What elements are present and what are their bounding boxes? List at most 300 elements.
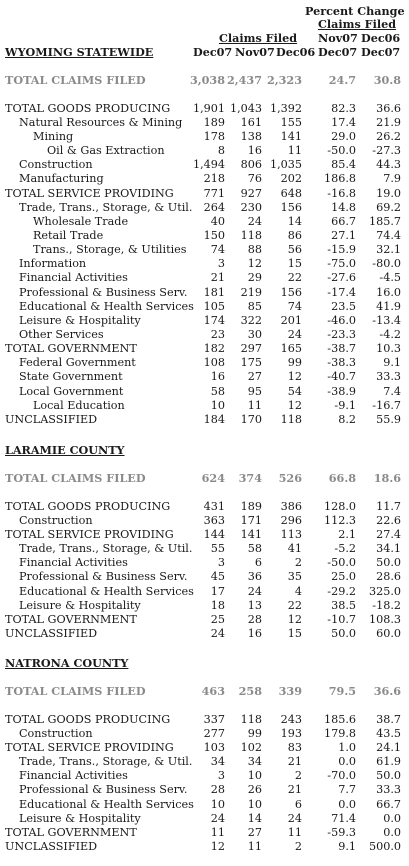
cell-value: 218 xyxy=(203,172,225,186)
row-label: UNCLASSIFIED xyxy=(5,626,98,640)
cell-value: 12 xyxy=(210,839,225,853)
cell-value: 95 xyxy=(247,384,262,398)
cell-value: 38.5 xyxy=(331,598,356,612)
table-row xyxy=(0,286,409,300)
cell-value: 24 xyxy=(247,214,262,228)
cell-value: 500.0 xyxy=(368,839,401,853)
cell-value: 24 xyxy=(287,811,302,825)
cell-value: -80.0 xyxy=(372,257,401,271)
row-label: Mining xyxy=(33,129,74,143)
cell-value: 12 xyxy=(287,398,302,412)
cell-value: 25.0 xyxy=(331,570,356,584)
percent-change-heading: Percent Change xyxy=(305,4,405,18)
cell-value: 118 xyxy=(280,412,302,426)
cell-value: 186.8 xyxy=(323,172,356,186)
cell-value: 165 xyxy=(280,342,302,356)
row-label: Trans., Storage, & Utilities xyxy=(33,243,187,257)
row-label: TOTAL SERVICE PROVIDING xyxy=(5,527,174,541)
cell-value: 13 xyxy=(247,598,262,612)
row-label: TOTAL SERVICE PROVIDING xyxy=(5,186,174,200)
cell-value: 28 xyxy=(210,783,225,797)
cell-value: 32.1 xyxy=(376,243,401,257)
cell-value: 337 xyxy=(203,712,225,726)
cell-value: 23.5 xyxy=(331,299,356,313)
cell-value: 15 xyxy=(287,257,302,271)
table-row xyxy=(0,413,409,427)
row-label: Trade, Trans., Storage, & Util. xyxy=(19,755,193,769)
cell-value: -38.9 xyxy=(327,384,356,398)
cell-value: 2 xyxy=(294,839,302,853)
cell-value: 2 xyxy=(294,556,302,570)
cell-value: 85 xyxy=(247,299,262,313)
cell-value: -46.0 xyxy=(327,313,356,327)
cell-value: -70.0 xyxy=(327,769,356,783)
cell-value: 24 xyxy=(210,811,225,825)
table-row xyxy=(0,300,409,314)
table-row xyxy=(0,613,409,627)
table-row xyxy=(0,399,409,413)
cell-value: 27.4 xyxy=(376,527,401,541)
cell-value: 11 xyxy=(210,825,225,839)
cell-value: 297 xyxy=(240,342,262,356)
cell-value: 55.9 xyxy=(376,412,401,426)
table-row xyxy=(0,556,409,570)
pct-col-header-nov07: Nov07 xyxy=(318,31,358,45)
row-label: Construction xyxy=(19,726,93,740)
cell-value: 112.3 xyxy=(323,513,356,527)
table-row xyxy=(0,229,409,243)
cell-value: -50.0 xyxy=(327,144,356,158)
cell-value: 3 xyxy=(217,257,225,271)
cell-value: -27.3 xyxy=(372,144,401,158)
cell-value: -16.8 xyxy=(327,186,356,200)
cell-value: 74.4 xyxy=(376,228,401,242)
row-label: Professional & Business Serv. xyxy=(19,570,188,584)
row-label: TOTAL CLAIMS FILED xyxy=(5,73,146,88)
cell-value: 85.4 xyxy=(331,158,356,172)
table-row xyxy=(0,727,409,741)
row-label: Leisure & Hospitality xyxy=(19,811,141,825)
cell-value: 144 xyxy=(203,527,225,541)
cell-value: 526 xyxy=(278,471,302,486)
cell-value: 141 xyxy=(240,527,262,541)
table-row xyxy=(0,370,409,384)
cell-value: 14.8 xyxy=(331,200,356,214)
pct-col-header-dec07-b: Dec07 xyxy=(361,45,401,59)
cell-value: 138 xyxy=(240,129,262,143)
row-label: Leisure & Hospitality xyxy=(19,598,141,612)
cell-value: 178 xyxy=(203,129,225,143)
cell-value: 0.0 xyxy=(383,825,401,839)
section-title-text: WYOMING STATEWIDE xyxy=(5,45,154,59)
cell-value: 2,437 xyxy=(226,73,262,88)
cell-value: 1,392 xyxy=(269,101,302,115)
row-label: Financial Activities xyxy=(19,556,128,570)
table-row xyxy=(0,130,409,144)
row-label: TOTAL GOVERNMENT xyxy=(5,825,137,839)
row-label: State Government xyxy=(19,370,123,384)
table-row xyxy=(0,627,409,641)
row-label: TOTAL GOODS PRODUCING xyxy=(5,101,171,115)
table-row xyxy=(0,342,409,356)
cell-value: 71.4 xyxy=(331,811,356,825)
cell-value: -4.5 xyxy=(379,271,401,285)
table-row xyxy=(0,542,409,556)
section-title xyxy=(0,443,409,457)
cell-value: 24 xyxy=(210,626,225,640)
row-label: Educational & Health Services xyxy=(19,797,194,811)
cell-value: 0.0 xyxy=(338,797,356,811)
row-label: Manufacturing xyxy=(19,172,104,186)
pct-col-header-dec07-a: Dec07 xyxy=(318,45,358,59)
cell-value: 363 xyxy=(203,513,225,527)
cell-value: 4 xyxy=(294,584,302,598)
table-row xyxy=(0,585,409,599)
table-row xyxy=(0,328,409,342)
cell-value: 29.0 xyxy=(331,129,356,143)
table-row xyxy=(0,356,409,370)
total-claims-row xyxy=(0,471,409,485)
table-row xyxy=(0,826,409,840)
section-title xyxy=(0,656,409,670)
section-title-text: NATRONA COUNTY xyxy=(5,656,129,670)
cell-value: -4.2 xyxy=(379,328,401,341)
cell-value: -15.9 xyxy=(327,243,356,257)
cell-value: 88 xyxy=(247,243,262,257)
cell-value: 66.7 xyxy=(376,797,401,811)
row-label: TOTAL CLAIMS FILED xyxy=(5,684,146,699)
cell-value: 16.0 xyxy=(376,285,401,299)
cell-value: 99 xyxy=(247,726,262,740)
cell-value: 189 xyxy=(240,499,262,513)
cell-value: 219 xyxy=(240,285,262,299)
cell-value: 10 xyxy=(210,797,225,811)
row-label: Trade, Trans., Storage, & Util. xyxy=(19,200,193,214)
cell-value: 58 xyxy=(247,542,262,556)
cell-value: 11 xyxy=(287,144,302,158)
row-label: Financial Activities xyxy=(19,271,128,285)
cell-value: 118 xyxy=(240,228,262,242)
row-label: TOTAL GOVERNMENT xyxy=(5,342,137,356)
table-row xyxy=(0,514,409,528)
cell-value: 21 xyxy=(287,783,302,797)
table-row xyxy=(0,599,409,613)
cell-value: 11 xyxy=(247,839,262,853)
cell-value: 648 xyxy=(280,186,302,200)
cell-value: 108.3 xyxy=(368,612,401,626)
table-row xyxy=(0,755,409,769)
cell-value: 174 xyxy=(203,313,225,327)
cell-value: 171 xyxy=(240,513,262,527)
cell-value: 128.0 xyxy=(323,499,356,513)
cell-value: 1,035 xyxy=(269,158,302,172)
table-row xyxy=(0,116,409,130)
cell-value: 27 xyxy=(247,370,262,384)
cell-value: 179.8 xyxy=(323,726,356,740)
cell-value: 58 xyxy=(210,384,225,398)
table-row xyxy=(0,769,409,783)
cell-value: 175 xyxy=(240,356,262,370)
cell-value: 1.0 xyxy=(338,740,356,754)
cell-value: 21 xyxy=(287,755,302,769)
cell-value: 29 xyxy=(247,271,262,285)
cell-value: 185.6 xyxy=(323,712,356,726)
cell-value: 16 xyxy=(210,370,225,384)
cell-value: 10 xyxy=(210,398,225,412)
cell-value: -50.0 xyxy=(327,556,356,570)
cell-value: 45 xyxy=(210,570,225,584)
cell-value: 82.3 xyxy=(331,101,356,115)
cell-value: 21.9 xyxy=(376,115,401,129)
table-row xyxy=(0,187,409,201)
cell-value: 15 xyxy=(287,626,302,640)
cell-value: 339 xyxy=(278,684,302,699)
cell-value: 28.6 xyxy=(376,570,401,584)
cell-value: 79.5 xyxy=(328,684,356,699)
table-row xyxy=(0,812,409,826)
cell-value: 463 xyxy=(201,684,225,699)
cell-value: 16 xyxy=(247,144,262,158)
table-row xyxy=(0,172,409,186)
cell-value: 14 xyxy=(247,811,262,825)
cell-value: 113 xyxy=(280,527,302,541)
cell-value: 184 xyxy=(203,412,225,426)
cell-value: -27.6 xyxy=(327,271,356,285)
cell-value: 33.3 xyxy=(376,783,401,797)
cell-value: 8 xyxy=(217,144,225,158)
cell-value: 258 xyxy=(238,684,262,699)
cell-value: 10.3 xyxy=(376,342,401,356)
table-row xyxy=(0,570,409,584)
pct-claims-filed-heading: Claims Filed xyxy=(318,17,397,31)
table-row xyxy=(0,314,409,328)
total-claims-row xyxy=(0,684,409,698)
row-label: Educational & Health Services xyxy=(19,584,194,598)
cell-value: -23.3 xyxy=(327,328,356,341)
cell-value: 0.0 xyxy=(383,811,401,825)
cell-value: 18 xyxy=(210,598,225,612)
cell-value: -9.1 xyxy=(334,398,356,412)
table-row xyxy=(0,102,409,116)
cell-value: 86 xyxy=(287,228,302,242)
cell-value: 155 xyxy=(280,115,302,129)
cell-value: 771 xyxy=(203,186,225,200)
cell-value: 60.0 xyxy=(376,626,401,640)
cell-value: 30.8 xyxy=(373,73,401,88)
cell-value: 43.5 xyxy=(376,726,401,740)
table-row xyxy=(0,798,409,812)
row-label: Federal Government xyxy=(19,356,136,370)
table-row xyxy=(0,500,409,514)
cell-value: 27 xyxy=(247,825,262,839)
cell-value: 24 xyxy=(247,584,262,598)
cell-value: 1,494 xyxy=(192,158,225,172)
row-label: Professional & Business Serv. xyxy=(19,285,188,299)
claims-filed-heading: Claims Filed xyxy=(219,31,298,45)
row-label: Educational & Health Services xyxy=(19,299,194,313)
cell-value: 55 xyxy=(210,542,225,556)
col-header-dec07: Dec07 xyxy=(193,45,233,59)
cell-value: 12 xyxy=(287,370,302,384)
row-label: Construction xyxy=(19,513,93,527)
row-label: Wholesale Trade xyxy=(33,214,129,228)
cell-value: 927 xyxy=(240,186,262,200)
cell-value: 161 xyxy=(240,115,262,129)
cell-value: 34.1 xyxy=(376,542,401,556)
cell-value: 156 xyxy=(280,285,302,299)
cell-value: -38.7 xyxy=(327,342,356,356)
cell-value: 26 xyxy=(247,783,262,797)
cell-value: 14 xyxy=(287,214,302,228)
table-row xyxy=(0,528,409,542)
cell-value: 24 xyxy=(287,328,302,341)
cell-value: 34 xyxy=(210,755,225,769)
cell-value: 0.0 xyxy=(338,755,356,769)
table-row xyxy=(0,713,409,727)
cell-value: 201 xyxy=(280,313,302,327)
cell-value: 16 xyxy=(247,626,262,640)
col-header-nov07: Nov07 xyxy=(235,45,275,59)
cell-value: 7.4 xyxy=(383,384,401,398)
cell-value: 156 xyxy=(280,200,302,214)
cell-value: 202 xyxy=(280,172,302,186)
cell-value: 103 xyxy=(203,740,225,754)
cell-value: 6 xyxy=(254,556,262,570)
cell-value: 66.8 xyxy=(328,471,356,486)
cell-value: 56 xyxy=(287,243,302,257)
cell-value: -59.3 xyxy=(327,825,356,839)
cell-value: 3 xyxy=(217,769,225,783)
cell-value: 21 xyxy=(210,271,225,285)
row-label: TOTAL SERVICE PROVIDING xyxy=(5,740,174,754)
cell-value: 19.0 xyxy=(376,186,401,200)
cell-value: 182 xyxy=(203,342,225,356)
table-row xyxy=(0,257,409,271)
cell-value: 105 xyxy=(203,299,225,313)
cell-value: 2,323 xyxy=(266,73,302,88)
cell-value: -17.4 xyxy=(327,285,356,299)
cell-value: 7.7 xyxy=(338,783,356,797)
cell-value: 83 xyxy=(287,740,302,754)
cell-value: 9.1 xyxy=(338,839,356,853)
row-label: UNCLASSIFIED xyxy=(5,412,98,426)
row-label: TOTAL GOODS PRODUCING xyxy=(5,499,171,513)
cell-value: 36.6 xyxy=(373,684,401,699)
cell-value: 69.2 xyxy=(376,200,401,214)
cell-value: 44.3 xyxy=(376,158,401,172)
cell-value: 22.6 xyxy=(376,513,401,527)
row-label: Retail Trade xyxy=(33,228,104,242)
cell-value: 50.0 xyxy=(376,556,401,570)
cell-value: 118 xyxy=(240,712,262,726)
cell-value: 3 xyxy=(217,556,225,570)
total-claims-row xyxy=(0,73,409,87)
section-title xyxy=(0,45,409,59)
table-row xyxy=(0,271,409,285)
row-label: TOTAL CLAIMS FILED xyxy=(5,471,146,486)
cell-value: 322 xyxy=(240,313,262,327)
cell-value: 141 xyxy=(280,129,302,143)
cell-value: 11.7 xyxy=(376,499,401,513)
cell-value: 50.0 xyxy=(331,626,356,640)
cell-value: 10 xyxy=(247,797,262,811)
section-title-text: LARAMIE COUNTY xyxy=(5,443,125,457)
cell-value: 243 xyxy=(280,712,302,726)
cell-value: 18.6 xyxy=(373,471,401,486)
row-label: Local Education xyxy=(33,398,125,412)
cell-value: 17 xyxy=(210,584,225,598)
cell-value: 325.0 xyxy=(368,584,401,598)
cell-value: 2.1 xyxy=(338,527,356,541)
cell-value: 296 xyxy=(280,513,302,527)
cell-value: 10 xyxy=(247,769,262,783)
cell-value: 277 xyxy=(203,726,225,740)
table-row xyxy=(0,243,409,257)
cell-value: 74 xyxy=(210,243,225,257)
cell-value: 40 xyxy=(210,214,225,228)
row-label: Financial Activities xyxy=(19,769,128,783)
cell-value: 1,901 xyxy=(192,101,225,115)
cell-value: 150 xyxy=(203,228,225,242)
cell-value: 27.1 xyxy=(331,228,356,242)
cell-value: -29.2 xyxy=(327,584,356,598)
row-label: Local Government xyxy=(19,384,124,398)
cell-value: 624 xyxy=(201,471,225,486)
cell-value: 374 xyxy=(238,471,262,486)
cell-value: 76 xyxy=(247,172,262,186)
cell-value: 17.4 xyxy=(331,115,356,129)
cell-value: 6 xyxy=(294,797,302,811)
cell-value: 74 xyxy=(287,299,302,313)
cell-value: 1,043 xyxy=(229,101,262,115)
row-label: Other Services xyxy=(19,328,104,341)
cell-value: 22 xyxy=(287,598,302,612)
table-row xyxy=(0,741,409,755)
table-row xyxy=(0,158,409,172)
cell-value: 2 xyxy=(294,769,302,783)
cell-value: 36.6 xyxy=(376,101,401,115)
row-label: UNCLASSIFIED xyxy=(5,839,98,853)
cell-value: 35 xyxy=(287,570,302,584)
cell-value: 806 xyxy=(240,158,262,172)
cell-value: 11 xyxy=(247,398,262,412)
table-row xyxy=(0,783,409,797)
cell-value: 22 xyxy=(287,271,302,285)
cell-value: 8.2 xyxy=(338,412,356,426)
row-label: Natural Resources & Mining xyxy=(19,115,183,129)
cell-value: 24.7 xyxy=(328,73,356,88)
table-row xyxy=(0,215,409,229)
row-label: Construction xyxy=(19,158,93,172)
col-header-dec06: Dec06 xyxy=(276,45,316,59)
cell-value: 9.1 xyxy=(383,356,401,370)
row-label: Information xyxy=(19,257,87,271)
cell-value: 193 xyxy=(280,726,302,740)
cell-value: -16.7 xyxy=(372,398,401,412)
cell-value: 12 xyxy=(247,257,262,271)
cell-value: -38.3 xyxy=(327,356,356,370)
table-row xyxy=(0,201,409,215)
cell-value: 23 xyxy=(210,328,225,341)
cell-value: -18.2 xyxy=(372,598,401,612)
cell-value: 3,038 xyxy=(189,73,225,88)
cell-value: 61.9 xyxy=(376,755,401,769)
cell-value: 54 xyxy=(287,384,302,398)
cell-value: 34 xyxy=(247,755,262,769)
table-row xyxy=(0,144,409,158)
pct-col-header-dec06: Dec06 xyxy=(361,31,401,45)
cell-value: 12 xyxy=(287,612,302,626)
